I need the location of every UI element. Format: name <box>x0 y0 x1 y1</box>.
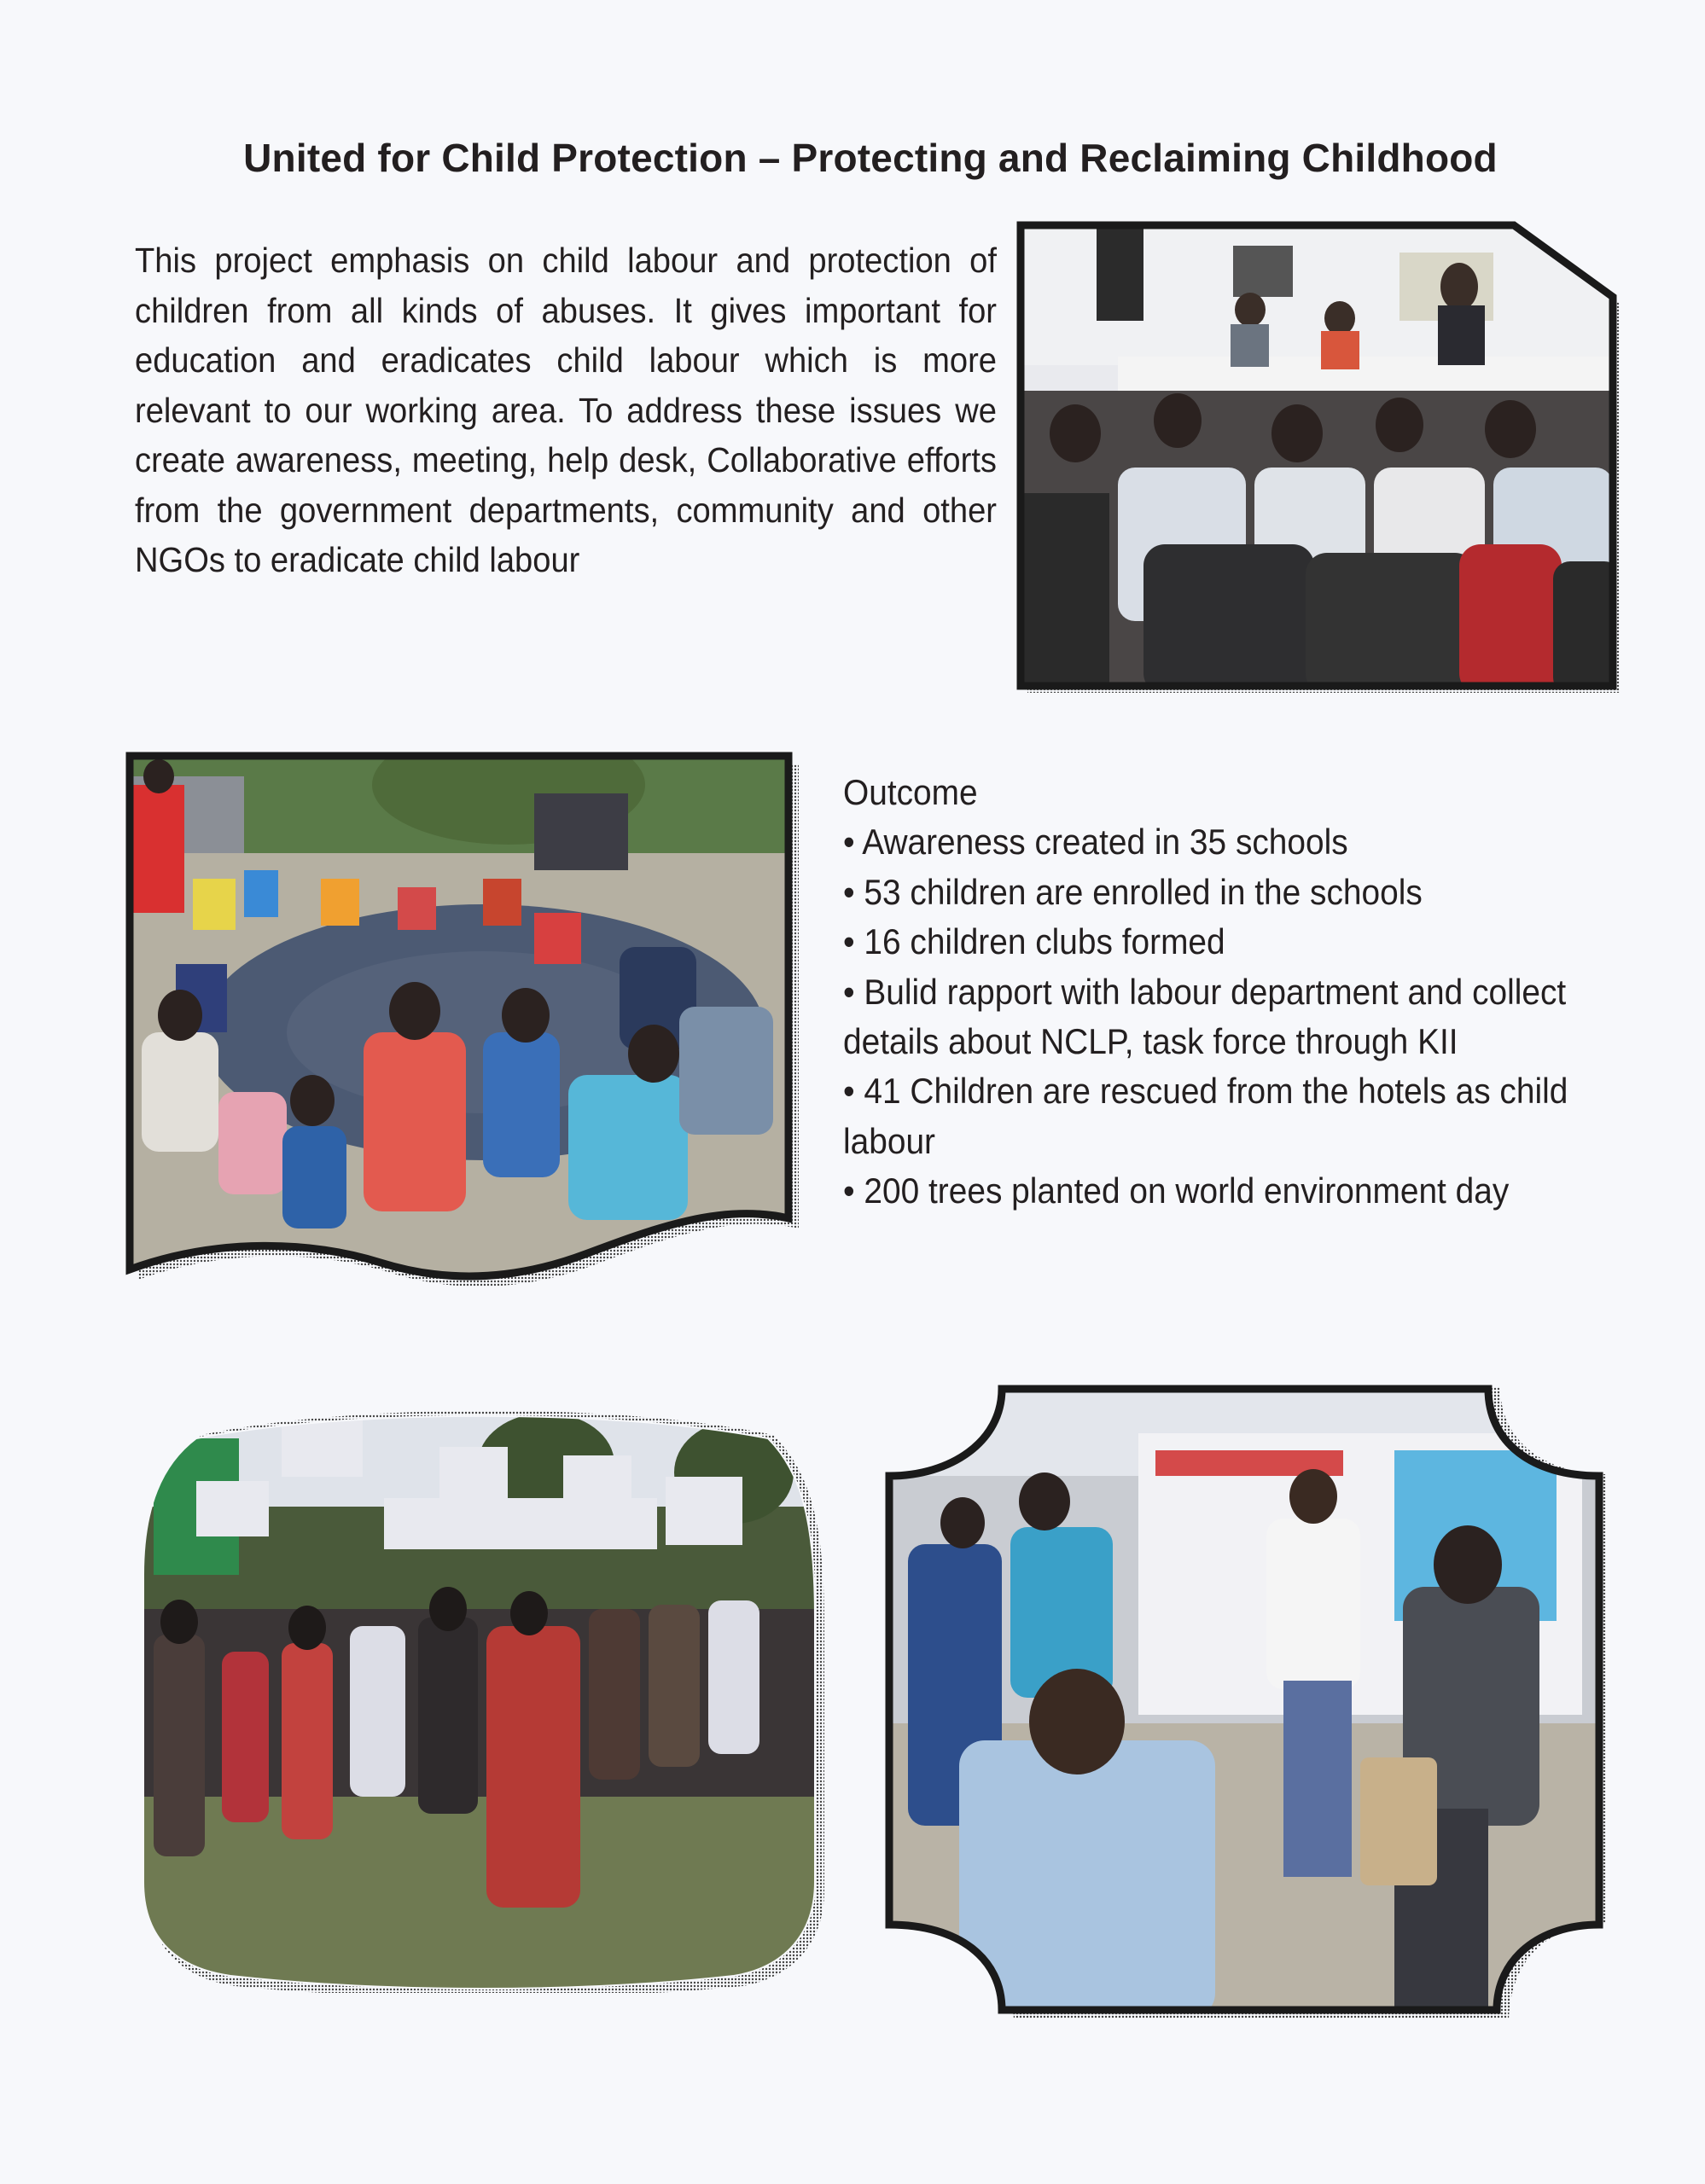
outcome-item: • 16 children clubs formed <box>843 921 1225 962</box>
intro-paragraph: This project emphasis on child labour and protection of children from all kinds of abuses. It gives important for education and eradicates child labour which is more relevant to our working area. To address these issues we create awareness, meeting, help desk, Collaborative efforts from the government departments, community and other NGOs to eradicate child labour <box>135 241 997 579</box>
page-title: United for Child Protection – Protecting and Reclaiming Childhood <box>243 136 1498 180</box>
outcome-item: • Awareness created in 35 schools <box>843 822 1348 863</box>
outcome-item: • 53 children are enrolled in the schools <box>843 871 1423 912</box>
children-circle-photo <box>125 751 804 1305</box>
outcome-item: • 200 trees planted on world environment day <box>843 1170 1510 1211</box>
outcome-section <box>843 768 1654 1217</box>
meeting-photo <box>1015 220 1621 694</box>
rally-photo <box>137 1404 826 1993</box>
outcome-item: • Bulid rapport with labour department and collect details about NCLP, task force through KII <box>843 971 1567 1062</box>
outcome-item: • 41 Children are rescued from the hotels as child labour <box>843 1071 1568 1161</box>
outcome-list <box>843 817 1654 1216</box>
help-desk-photo <box>882 1382 1606 2018</box>
outcome-heading: Outcome <box>843 772 978 812</box>
